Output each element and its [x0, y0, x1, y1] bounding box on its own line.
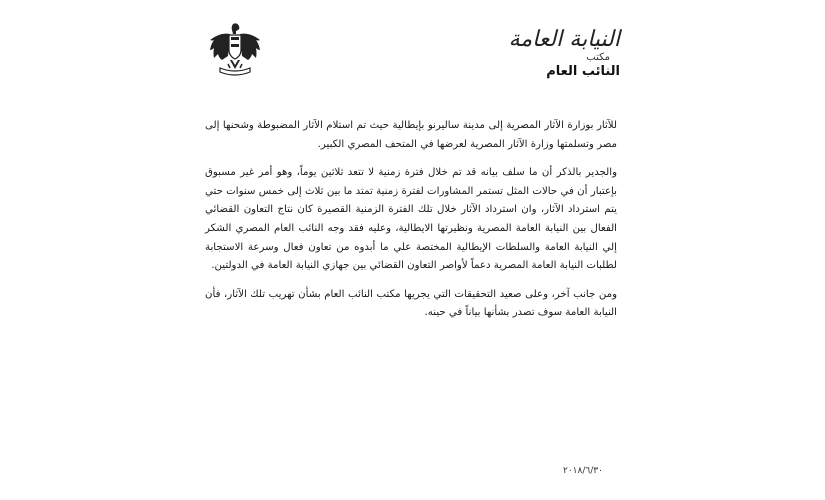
authority-name: النيابة العامة	[508, 27, 620, 52]
attorney-general-title: النائب العام	[546, 64, 620, 79]
paragraph: ومن جانب آخر، وعلى صعيد التحقيقات التي يجريها مكتب النائب العام بشأن تهريب تلك الآثار، فأن النيابة العامة سوف تصدر بشأنها بياناً في حينه.	[205, 288, 617, 319]
office-label: مكتب	[586, 52, 610, 63]
letterhead	[509, 28, 620, 80]
eagle-emblem-icon	[206, 20, 264, 80]
document-date: ٢٠١٨/٦/٣٠	[563, 466, 603, 476]
paragraph: للآثار بوزارة الآثار المصرية إلى مدينة ساليرنو بإيطالية حيث تم استلام الآثار المضبوطة وشحنها إلى مصر وتسلمتها وزارة الآثار المصرية لعرضها في المتحف المصري الكبير.	[205, 120, 617, 150]
paragraph: والجدير بالذكر أن ما سلف بيانه قد تم خلال فترة زمنية لا تتعد ثلاثين يوماً، وهو أمر غير مسبوق بإعتبار أن في حالات المثل تستمر المشاورات لفترة زمنية تمتد ما بين ثلاث إلى خمس سنوات حتي يتم استرداد الآثار، وان استرداد الآثار خلال تلك الفترة الزمنية القصيرة كان نتاج التعاون القضائي الفعال بين النيابة العامة المصرية ونظيرتها الايطالية، وعليه فقد وجه النائب العام المصري الشكر إلي النيابة العامة والسلطات الإيطالية المختصة علي ما أبدوه من تعاون فعال وسرعة الاستجابة لطلبات النيابة العامة المصرية دعماً لأواصر التعاون القضائي بين جهازي النيابة العامة في الدولتين.	[205, 167, 617, 272]
letter-body	[205, 117, 617, 333]
